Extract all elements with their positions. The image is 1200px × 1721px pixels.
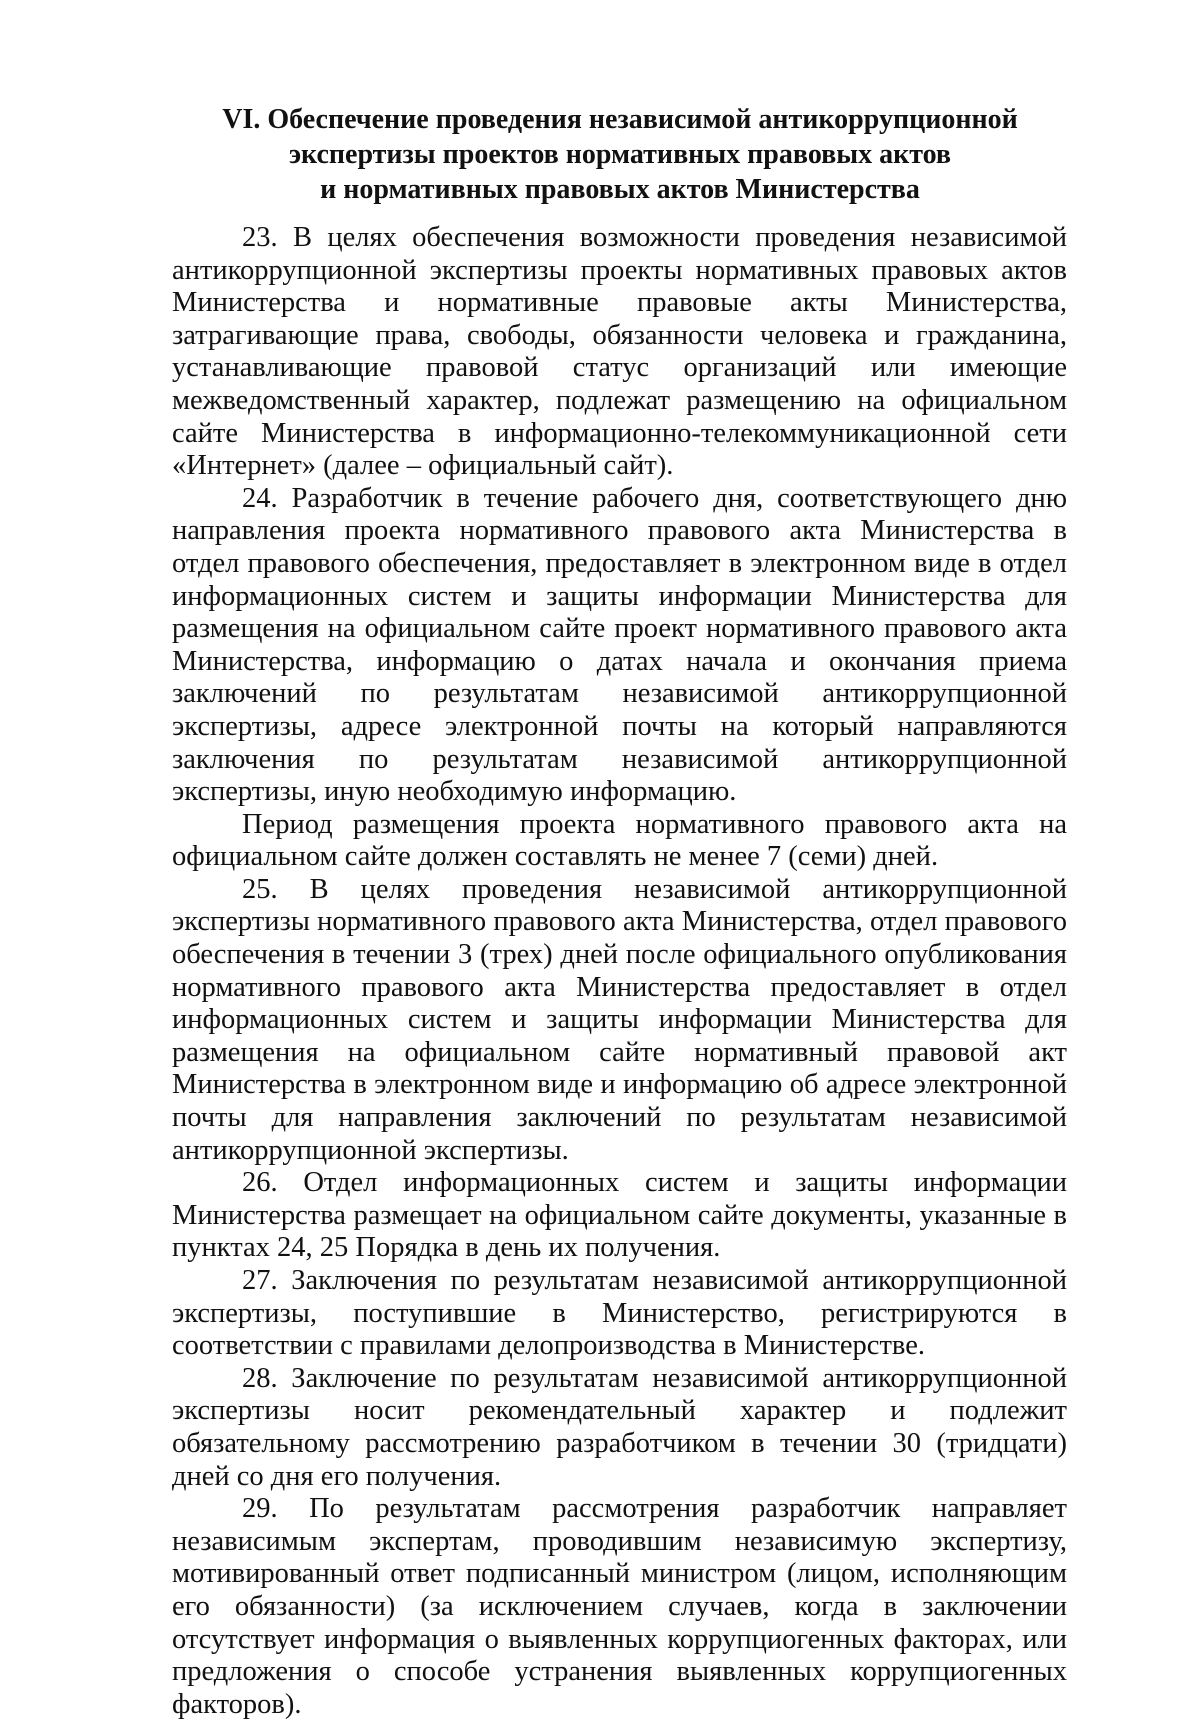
section-heading-line-1: VI. Обеспечение проведения независимой антикоррупционной <box>222 104 1018 135</box>
paragraph-24: 24. Разработчик в течение рабочего дня, соответствующего дню направления проекта нормативного правового акта Министерства в отдел правового обеспечения, предоставляет в электронном виде в отдел информационных систем и защиты информации Министерства для размещения на официальном сайте проект нормативного правового акта Министерства, информацию о датах начала и окончания приема заключений по результатам независимой антикоррупционной экспертизы, адресе электронной почты на который направляются заключения по результатам независимой антикоррупционной экспертизы, иную необходимую информацию. <box>172 482 1067 808</box>
section-heading-line-2: экспертизы проектов нормативных правовых актов <box>288 139 952 170</box>
section-heading <box>170 102 1070 207</box>
paragraph-24-placement-period: Период размещения проекта нормативного правового акта на официальном сайте должен составлять не менее 7 (семи) дней. <box>172 808 1067 873</box>
paragraph-27: 27. Заключения по результатам независимой антикоррупционной экспертизы, поступившие в Министерство, регистрируются в соответствии с правилами делопроизводства в Министерстве. <box>172 1265 1067 1362</box>
paragraph-26: 26. Отдел информационных систем и защиты информации Министерства размещает на официальном сайте документы, указанные в пунктах 24, 25 Порядка в день их получения. <box>172 1167 1067 1264</box>
paragraph-23: 23. В целях обеспечения возможности проведения независимой антикоррупционной экспертизы проекты нормативных правовых актов Министерства и нормативные правовые акты Министерства, затрагивающие права, свободы, обязанности человека и гражданина, устанавливающие правовой статус организаций или имеющие межведомственный характер, подлежат размещению на официальном сайте Министерства в информационно-телекоммуникационной сети «Интернет» (далее – официальный сайт). <box>172 222 1067 482</box>
paragraph-29: 29. По результатам рассмотрения разработчик направляет независимым экспертам, проводившим независимую экспертизу, мотивированный ответ подписанный министром (лицом, исполняющим его обязанности) (за исключением случаев, когда в заключении отсутствует информация о выявленных коррупциогенных факторах, или предложения о способе устранения выявленных коррупциогенных факторов). <box>172 1493 1067 1720</box>
section-heading-line-3: и нормативных правовых актов Министерства <box>320 174 920 205</box>
document-body <box>172 222 1067 1721</box>
paragraph-25: 25. В целях проведения независимой антикоррупционной экспертизы нормативного правового акта Министерства, отдел правового обеспечения в течении 3 (трех) дней после официального опубликования нормативного правового акта Министерства предоставляет в отдел информационных систем и защиты информации Министерства для размещения на официальном сайте нормативный правовой акт Министерства в электронном виде и информацию об адресе электронной почты для направления заключений по результатам независимой антикоррупционной экспертизы. <box>172 873 1067 1166</box>
paragraph-28: 28. Заключение по результатам независимой антикоррупционной экспертизы носит рекомендательный характер и подлежит обязательному рассмотрению разработчиком в течении 30 (тридцати) дней со дня его получения. <box>172 1362 1067 1492</box>
